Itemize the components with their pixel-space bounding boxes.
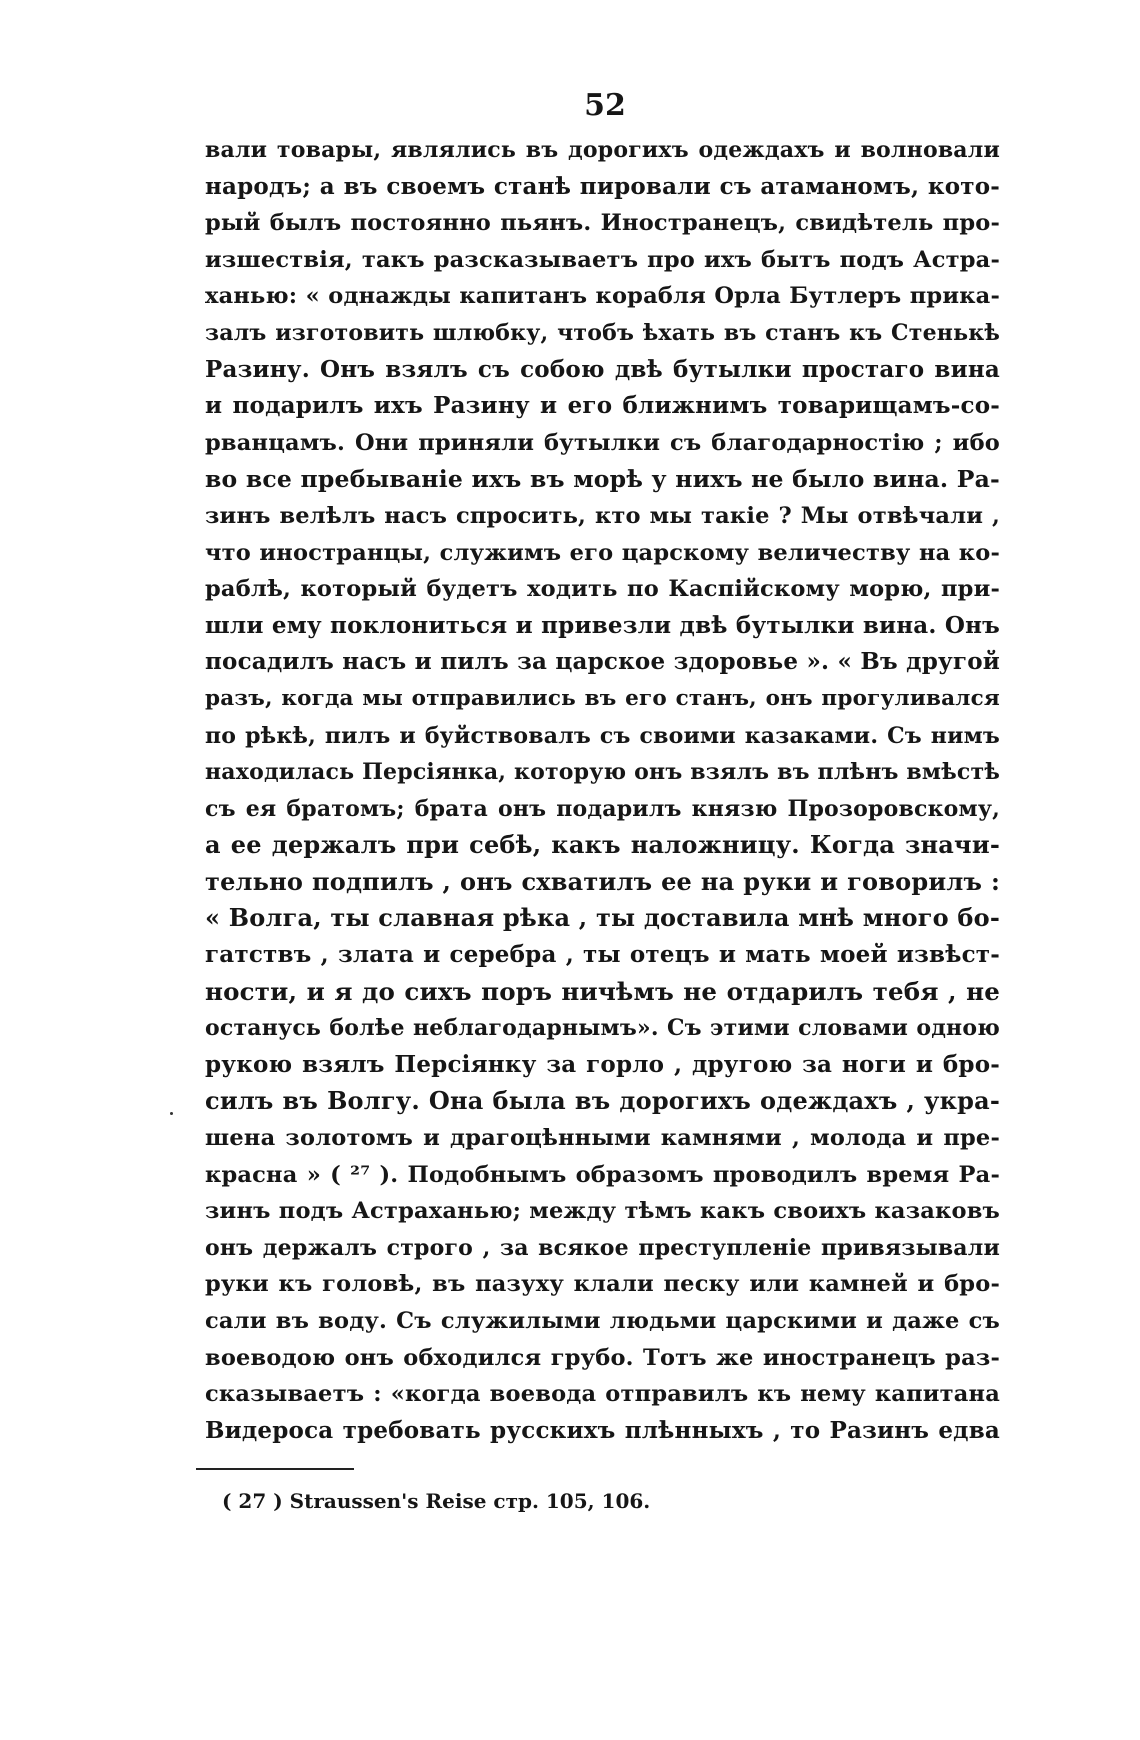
text-line: посадилъ насъ и пилъ за царское здоровье ». « Въ другой [205, 648, 1000, 676]
text-line: изшествія, такъ разсказываетъ про ихъ бытъ подъ Астра- [205, 246, 1000, 273]
text-line: что иностранцы, служимъ его царскому величеству на ко- [205, 539, 1000, 566]
text-line: останусь болѣе неблагодарнымъ». Съ этими словами одною [205, 1015, 1000, 1042]
text-line: сали въ воду. Съ служилыми людьми царскими и даже съ [205, 1308, 1000, 1334]
text-line: рванцамъ. Они приняли бутылки съ благодарностію ; ибо [205, 429, 1000, 456]
text-line: народъ; а въ своемъ станѣ пировали съ атаманомъ, кото- [205, 172, 1000, 200]
text-line: а ее держалъ при себѣ, какъ наложницу. Когда значи- [205, 830, 1000, 860]
page-number: 52 [584, 88, 626, 123]
text-line: вали товары, являлись въ дорогихъ одеждахъ и волновали [205, 137, 1000, 163]
text-line: гатствъ , злата и серебра , ты отецъ и мать моей извѣст- [205, 941, 1000, 969]
text-line: шена золотомъ и драгоцѣнными камнями , молода и пре- [205, 1125, 1000, 1152]
text-line: по рѣкѣ, пилъ и буйствовалъ съ своими казаками. Съ нимъ [205, 722, 1000, 749]
text-line: Разину. Онъ взялъ съ собою двѣ бутылки простаго вина [205, 355, 1000, 383]
text-line: залъ изготовить шлюбку, чтобъ ѣхать въ станъ къ Стенькѣ [205, 319, 1000, 346]
footnote: ( 27 ) Straussen's Reise стр. 105, 106. [222, 1489, 651, 1513]
print-speck [170, 1112, 173, 1115]
text-line: находилась Персіянка, которую онъ взялъ въ плѣнъ вмѣстѣ [205, 759, 1000, 786]
text-line: разъ, когда мы отправились въ его станъ, онъ прогуливался [205, 685, 1000, 711]
text-line: « Волга, ты славная рѣка , ты доставила мнѣ много бо- [205, 903, 1000, 933]
body-text [205, 132, 1000, 1449]
text-line: красна » ( ²⁷ ). Подобнымъ образомъ проводилъ время Ра- [205, 1161, 1000, 1188]
text-line: рукою взялъ Персіянку за горло , другою за ноги и бро- [205, 1050, 1000, 1078]
text-line: ханью: « однажды капитанъ корабля Орла Бутлеръ прика- [205, 283, 1000, 310]
text-line: рый былъ постоянно пьянъ. Иностранецъ, свидѣтель про- [205, 210, 1000, 237]
text-line: Видероса требовать русскихъ плѣнныхъ , то Разинъ едва [205, 1416, 1000, 1444]
text-line: во все пребываніе ихъ въ морѣ у нихъ не было вина. Ра- [205, 465, 1000, 494]
text-line: зинъ подъ Астраханью; между тѣмъ какъ своихъ казаковъ [205, 1198, 1000, 1225]
text-line: воеводою онъ обходился грубо. Тотъ же иностранецъ раз- [205, 1344, 1000, 1371]
text-line: зинъ велѣлъ насъ спросить, кто мы такіе ? Мы отвѣчали , [205, 502, 1000, 529]
text-line: ности, и я до сихъ поръ ничѣмъ не отдарилъ тебя , не [205, 976, 1000, 1006]
text-line: руки къ головѣ, въ пазуху клали песку или камней и бро- [205, 1271, 1000, 1298]
text-line: шли ему поклониться и привезли двѣ бутылки вина. Онъ [205, 611, 1000, 639]
text-line: съ ея братомъ; брата онъ подарилъ князю Прозоровскому, [205, 795, 1000, 822]
text-line: онъ держалъ строго , за всякое преступленіе привязывали [205, 1234, 1000, 1261]
text-line: раблѣ, который будетъ ходить по Каспійскому морю, при- [205, 576, 1000, 603]
text-line: тельно подпилъ , онъ схватилъ ее на руки и говорилъ : [205, 866, 1000, 896]
text-line: и подарилъ ихъ Разину и его ближнимъ товарищамъ-со- [205, 392, 1000, 420]
footnote-rule [196, 1468, 354, 1470]
text-line: сказываетъ : «когда воевода отправилъ къ нему капитана [205, 1381, 1000, 1408]
text-line: силъ въ Волгу. Она была въ дорогихъ одеждахъ , укра- [205, 1086, 1000, 1116]
